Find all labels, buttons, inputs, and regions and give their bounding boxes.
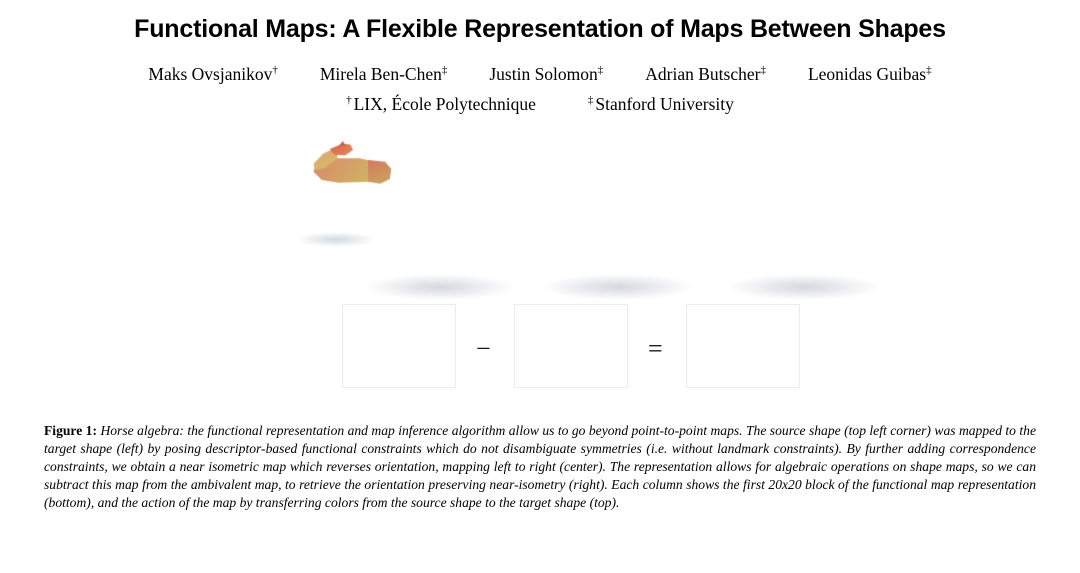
author-3-name: Adrian Butscher bbox=[645, 64, 761, 84]
author-2-name: Justin Solomon bbox=[489, 64, 598, 84]
operator-equals: = bbox=[648, 334, 663, 363]
author-0 bbox=[148, 64, 277, 85]
author-2-mark: ‡ bbox=[597, 64, 604, 77]
figure-matrix-row bbox=[44, 304, 1036, 404]
functional-map-matrix-center bbox=[514, 304, 628, 388]
paper-page bbox=[0, 14, 1080, 573]
affiliation-1-name: Stanford University bbox=[595, 94, 734, 114]
figure-caption bbox=[44, 422, 1036, 512]
figure-1 bbox=[44, 127, 1036, 407]
figure-caption-text: Horse algebra: the functional representation and map inference algorithm allow us to go beyond point-to-point maps. The source shape (top left corner) was mapped to the target shape (left) by posing descriptor-based functional constraints which do not disambiguate symmetries (i.e. without landmark constraints). By further adding correspondence constraints, we obtain a near isometric map which reverses orientation, mapping left to right (center). The representation allows for algebraic operations on shape maps, so we can subtract this map from the ambivalent map, to retrieve the orientation preserving near-isometry (right). Each column shows the first 20x20 block of the functional map representation (bottom), and the action of the map by transferring colors from the source shape to the target shape (top). bbox=[44, 423, 1037, 511]
figure-caption-label: Figure 1: bbox=[44, 423, 98, 438]
author-4-name: Leonidas Guibas bbox=[807, 64, 927, 84]
affiliation-0-mark: † bbox=[346, 94, 352, 107]
author-1-mark: ‡ bbox=[441, 64, 448, 77]
affiliation-list bbox=[44, 94, 1036, 115]
operator-minus: − bbox=[476, 334, 491, 363]
functional-map-matrix-left bbox=[342, 304, 456, 388]
author-list bbox=[44, 64, 1036, 85]
author-0-mark: † bbox=[272, 64, 278, 77]
functional-map-matrix-right bbox=[686, 304, 800, 388]
author-3-mark: ‡ bbox=[760, 64, 766, 77]
affiliation-1 bbox=[588, 94, 734, 115]
author-4-mark: ‡ bbox=[926, 64, 932, 77]
author-1 bbox=[320, 64, 447, 85]
author-3 bbox=[645, 64, 766, 85]
figure-shape-row bbox=[44, 127, 1036, 302]
affiliation-1-mark: ‡ bbox=[587, 94, 594, 107]
affiliation-0-name: LIX, École Polytechnique bbox=[353, 94, 536, 114]
author-1-name: Mirela Ben-Chen bbox=[319, 64, 442, 84]
author-4 bbox=[808, 64, 932, 85]
target-shape-horse-right bbox=[696, 131, 916, 296]
affiliation-0 bbox=[346, 94, 536, 115]
author-2 bbox=[489, 64, 603, 85]
author-0-name: Maks Ovsjanikov bbox=[148, 64, 273, 84]
page-title: Functional Maps: A Flexible Representation of Maps Between Shapes bbox=[134, 15, 946, 43]
